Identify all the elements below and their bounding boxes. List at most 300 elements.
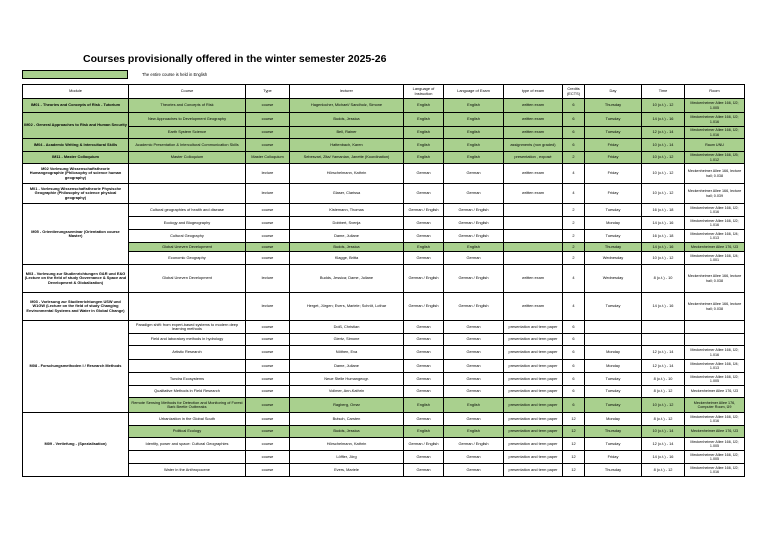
- exam-type-cell: presentation and term paper: [504, 360, 563, 373]
- day-cell: Wednesday: [585, 265, 642, 293]
- time-cell: 8 (c.t.) - 12: [642, 386, 685, 398]
- room-cell: Meckenheimer Allee 166, Ü2; 1.016: [685, 464, 745, 477]
- module-cell: M05 - Orientierungsseminar (Orientation course Master): [23, 204, 129, 265]
- language-instruction-cell: German / English: [404, 204, 444, 217]
- exam-type-cell: [504, 204, 563, 217]
- credits-cell: 6: [563, 346, 585, 360]
- exam-type-cell: written exam: [504, 293, 563, 321]
- language-exam-cell: German: [444, 334, 504, 346]
- exam-type-cell: presentation and term paper: [504, 321, 563, 334]
- room-cell: Meckenheimer Allee 166, lecture hall; 0.038: [685, 164, 745, 184]
- language-exam-cell: German / English: [444, 217, 504, 230]
- time-cell: [642, 321, 685, 334]
- time-cell: 12 (c.t.) - 14: [642, 438, 685, 451]
- language-instruction-cell: German: [404, 451, 444, 464]
- time-cell: 12 (c.t.) - 14: [642, 346, 685, 360]
- language-exam-cell: German: [444, 413, 504, 426]
- lecturer-cell: Butsch, Carsten: [290, 413, 404, 426]
- lecturer-cell: Neue Stelle Humangeogr.: [290, 373, 404, 386]
- time-cell: 12 (c.t.) - 14: [642, 127, 685, 139]
- module-cell: IM01 - Theories and Concepts of Risk - Tutorium: [23, 99, 129, 113]
- type-cell: course: [246, 398, 290, 413]
- table-row: [23, 334, 745, 346]
- day-cell: Monday: [585, 360, 642, 373]
- room-cell: Meckenheimer Allee 166, Ü4; 1.013: [685, 230, 745, 243]
- credits-cell: 6: [563, 99, 585, 113]
- room-cell: Meckenheimer Allee 176, Computer Room, Ü9: [685, 398, 745, 413]
- language-instruction-cell: English: [404, 398, 444, 413]
- time-cell: 8 (c.t.) - 10: [642, 265, 685, 293]
- day-cell: Monday: [585, 413, 642, 426]
- day-cell: Monday: [585, 217, 642, 230]
- lecturer-cell: Hörschelmann, Kathrin: [290, 164, 404, 184]
- credits-cell: 6: [563, 398, 585, 413]
- course-cell: Water in the Anthropocene: [129, 464, 246, 477]
- table-row: [23, 230, 745, 243]
- day-cell: Friday: [585, 184, 642, 204]
- day-cell: Tuesday: [585, 113, 642, 127]
- exam-type-cell: written exam: [504, 127, 563, 139]
- course-cell: Global Uneven Development: [129, 265, 246, 293]
- lecturer-cell: Budds, Jessica: [290, 243, 404, 252]
- header-type: Type: [246, 85, 290, 99]
- room-cell: Meckenheimer Allee 166, Ü2; 1.016: [685, 113, 745, 127]
- course-cell: Cultural Geography: [129, 230, 246, 243]
- table-row: [23, 464, 745, 477]
- course-cell: [129, 184, 246, 204]
- day-cell: Thursday: [585, 426, 642, 438]
- table-row: [23, 293, 745, 321]
- exam-type-cell: presentation and term paper: [504, 438, 563, 451]
- time-cell: 8 (c.t.) - 12: [642, 413, 685, 426]
- credits-cell: 12: [563, 426, 585, 438]
- module-cell: IM02 - General Approaches to Risk and Human Security: [23, 113, 129, 139]
- language-exam-cell: English: [444, 398, 504, 413]
- room-cell: Meckenheimer Allee 166, Ü2; 1.016: [685, 217, 745, 230]
- exam-type-cell: presentation and term paper: [504, 413, 563, 426]
- exam-type-cell: written exam: [504, 99, 563, 113]
- day-cell: Friday: [585, 152, 642, 164]
- lecturer-cell: Hattenbach, Karen: [290, 139, 404, 152]
- credits-cell: 2: [563, 243, 585, 252]
- room-cell: Meckenheimer Allee 166, Ü5; 1.012: [685, 152, 745, 164]
- type-cell: Master Colloquium: [246, 152, 290, 164]
- language-instruction-cell: German / English: [404, 438, 444, 451]
- language-exam-cell: English: [444, 426, 504, 438]
- language-exam-cell: English: [444, 139, 504, 152]
- time-cell: 10 (c.t.) - 12: [642, 398, 685, 413]
- type-cell: course: [246, 334, 290, 346]
- course-cell: Economic Geography: [129, 252, 246, 265]
- credits-cell: 2: [563, 230, 585, 243]
- language-instruction-cell: German: [404, 373, 444, 386]
- course-cell: Master Colloquium: [129, 152, 246, 164]
- credits-cell: 6: [563, 113, 585, 127]
- lecturer-cell: Budds, Jessica: [290, 113, 404, 127]
- time-cell: 10 (c.t.) - 12: [642, 99, 685, 113]
- room-cell: Meckenheimer Allee 166, Ü2; 1.005: [685, 373, 745, 386]
- header-language-instruction: Language of Instruction: [404, 85, 444, 99]
- day-cell: Friday: [585, 164, 642, 184]
- day-cell: Monday: [585, 346, 642, 360]
- credits-cell: 6: [563, 334, 585, 346]
- time-cell: 14 (c.t.) - 16: [642, 217, 685, 230]
- language-instruction-cell: German / English: [404, 265, 444, 293]
- language-exam-cell: German: [444, 321, 504, 334]
- exam-type-cell: written exam: [504, 265, 563, 293]
- credits-cell: 2: [563, 204, 585, 217]
- credits-cell: 4: [563, 265, 585, 293]
- header-module: Module: [23, 85, 129, 99]
- lecturer-cell: Hagenlocher, Michael/ Sandholz, Simone: [290, 99, 404, 113]
- exam-type-cell: written exam: [504, 113, 563, 127]
- language-exam-cell: German / English: [444, 230, 504, 243]
- credits-cell: 4: [563, 293, 585, 321]
- time-cell: 10 (c.t.) - 12: [642, 184, 685, 204]
- time-cell: 16 (c.t.) - 18: [642, 230, 685, 243]
- table-row: [23, 243, 745, 252]
- credits-cell: 4: [563, 184, 585, 204]
- table-row: [23, 386, 745, 398]
- lecturer-cell: Dame, Juliane: [290, 230, 404, 243]
- language-exam-cell: German: [444, 373, 504, 386]
- lecturer-cell: Kistemann, Thomas: [290, 204, 404, 217]
- day-cell: Tuesday: [585, 398, 642, 413]
- language-exam-cell: German / English: [444, 265, 504, 293]
- exam-type-cell: [504, 252, 563, 265]
- course-cell: [129, 293, 246, 321]
- language-instruction-cell: English: [404, 426, 444, 438]
- course-cell: [129, 451, 246, 464]
- header-room: Room: [685, 85, 745, 99]
- exam-type-cell: [504, 217, 563, 230]
- type-cell: lecture: [246, 184, 290, 204]
- exam-type-cell: assignments (non graded): [504, 139, 563, 152]
- lecturer-cell: Ragberg, Omar: [290, 398, 404, 413]
- time-cell: 16 (c.t.) - 18: [642, 204, 685, 217]
- header-day: Day: [585, 85, 642, 99]
- lecturer-cell: Bell, Rainer: [290, 127, 404, 139]
- table-row: [23, 265, 745, 293]
- type-cell: course: [246, 451, 290, 464]
- credits-cell: 6: [563, 139, 585, 152]
- course-cell: Tundra Ecosystems: [129, 373, 246, 386]
- table-row: [23, 99, 745, 113]
- time-cell: 12 (c.t.) - 14: [642, 360, 685, 373]
- language-instruction-cell: English: [404, 99, 444, 113]
- lecturer-cell: Nöthen, Eva: [290, 346, 404, 360]
- type-cell: course: [246, 204, 290, 217]
- course-cell: Paradigm shift: from expert-based systems to modern deep learning methods: [129, 321, 246, 334]
- course-cell: Academic Presentation & Intercultural Communication Skills: [129, 139, 246, 152]
- table-row: [23, 217, 745, 230]
- lecturer-cell: Dame, Juliane: [290, 360, 404, 373]
- language-exam-cell: German: [444, 360, 504, 373]
- type-cell: course: [246, 139, 290, 152]
- type-cell: course: [246, 252, 290, 265]
- table-row: [23, 184, 745, 204]
- language-instruction-cell: German: [404, 360, 444, 373]
- module-cell: M03 - Vorlesung zur Studienrichtungen USW und W1GW (Lecture on the field of study Changing Environmental Systems and Water in Global Change): [23, 293, 129, 321]
- header-course: Course: [129, 85, 246, 99]
- table-row: [23, 127, 745, 139]
- course-cell: Remote Sensing Methods for Detection and Monitoring of Forest Bark Beetle Outbreaks: [129, 398, 246, 413]
- day-cell: Tuesday: [585, 230, 642, 243]
- course-cell: [129, 164, 246, 184]
- room-cell: Meckenheimer Allee 166, Ü2; 1.005: [685, 438, 745, 451]
- room-cell: Meckenheimer Allee 166, Ü2; 1.016: [685, 204, 745, 217]
- language-instruction-cell: German: [404, 386, 444, 398]
- day-cell: Wednesday: [585, 252, 642, 265]
- type-cell: course: [246, 413, 290, 426]
- language-exam-cell: English: [444, 113, 504, 127]
- language-exam-cell: German: [444, 464, 504, 477]
- time-cell: [642, 334, 685, 346]
- lecturer-cell: Hörschelmann, Kathrin: [290, 438, 404, 451]
- type-cell: lecture: [246, 293, 290, 321]
- language-instruction-cell: English: [404, 127, 444, 139]
- type-cell: course: [246, 113, 290, 127]
- exam-type-cell: presentation , exposé: [504, 152, 563, 164]
- exam-type-cell: [504, 230, 563, 243]
- legend-text: The entire course is held in English: [142, 72, 208, 77]
- table-row: [23, 321, 745, 334]
- module-cell: IM11 - Master Colloquium: [23, 152, 129, 164]
- header-time: Time: [642, 85, 685, 99]
- language-exam-cell: German: [444, 252, 504, 265]
- language-instruction-cell: German: [404, 464, 444, 477]
- table-header-row: [23, 85, 745, 99]
- lecturer-cell: Vollmer, Ann-Kathrin: [290, 386, 404, 398]
- language-instruction-cell: German: [404, 346, 444, 360]
- exam-type-cell: written exam: [504, 164, 563, 184]
- language-instruction-cell: German: [404, 217, 444, 230]
- day-cell: Tuesday: [585, 438, 642, 451]
- table-row: [23, 373, 745, 386]
- room-cell: Meckenheimer Allee 166, Ü2; 1.016: [685, 413, 745, 426]
- type-cell: course: [246, 464, 290, 477]
- type-cell: lecture: [246, 265, 290, 293]
- lecturer-cell: Glaser, Clarissa: [290, 184, 404, 204]
- course-cell: Earth System Science: [129, 127, 246, 139]
- exam-type-cell: presentation and term paper: [504, 451, 563, 464]
- language-instruction-cell: German: [404, 334, 444, 346]
- room-cell: Meckenheimer Allee 166, lecture hall; 0.039: [685, 184, 745, 204]
- language-exam-cell: English: [444, 127, 504, 139]
- course-cell: [129, 360, 246, 373]
- table-row: [23, 360, 745, 373]
- room-cell: Raum UNU: [685, 139, 745, 152]
- credits-cell: 6: [563, 127, 585, 139]
- table-row: [23, 252, 745, 265]
- time-cell: 14 (c.t.) - 16: [642, 113, 685, 127]
- room-cell: Meckenheimer Allee 166, Ü2; 1.016: [685, 346, 745, 360]
- day-cell: Tuesday: [585, 386, 642, 398]
- exam-type-cell: presentation and term paper: [504, 398, 563, 413]
- header-credits: Credits (ECTS): [563, 85, 585, 99]
- course-cell: Political Ecology: [129, 426, 246, 438]
- type-cell: course: [246, 426, 290, 438]
- exam-type-cell: presentation and term paper: [504, 386, 563, 398]
- lecturer-cell: Herget, Jürgen; Evers, Mariele; Schröt, Lothar: [290, 293, 404, 321]
- module-cell: IM04 - Academic Writing & Intercultural Skills: [23, 139, 129, 152]
- course-cell: Qualitative Methods in Field Research: [129, 386, 246, 398]
- credits-cell: 2: [563, 217, 585, 230]
- credits-cell: 6: [563, 373, 585, 386]
- language-exam-cell: English: [444, 99, 504, 113]
- time-cell: 8 (c.t.) - 10: [642, 373, 685, 386]
- time-cell: 10 (c.t.) - 12: [642, 152, 685, 164]
- lecturer-cell: Budds, Jessica; Dame, Juliane: [290, 265, 404, 293]
- type-cell: course: [246, 127, 290, 139]
- table-row: [23, 438, 745, 451]
- credits-cell: 12: [563, 464, 585, 477]
- language-exam-cell: German / English: [444, 438, 504, 451]
- exam-type-cell: presentation and term paper: [504, 426, 563, 438]
- time-cell: 8 (c.t.) - 12: [642, 464, 685, 477]
- language-instruction-cell: German: [404, 164, 444, 184]
- day-cell: [585, 321, 642, 334]
- exam-type-cell: presentation and term paper: [504, 373, 563, 386]
- type-cell: course: [246, 217, 290, 230]
- table-row: [23, 398, 745, 413]
- credits-cell: 2: [563, 252, 585, 265]
- language-instruction-cell: German: [404, 252, 444, 265]
- type-cell: course: [246, 386, 290, 398]
- time-cell: 10 (c.t.) - 14: [642, 139, 685, 152]
- language-exam-cell: German: [444, 386, 504, 398]
- day-cell: Friday: [585, 139, 642, 152]
- credits-cell: 12: [563, 438, 585, 451]
- type-cell: course: [246, 346, 290, 360]
- table-row: [23, 451, 745, 464]
- lecturer-cell: Dolß, Christian: [290, 321, 404, 334]
- course-cell: Global Uneven Development: [129, 243, 246, 252]
- course-cell: Artistic Research: [129, 346, 246, 360]
- table-row: [23, 413, 745, 426]
- lecturer-cell: Evers, Mariele: [290, 464, 404, 477]
- day-cell: Tuesday: [585, 204, 642, 217]
- time-cell: 14 (c.t.) - 16: [642, 293, 685, 321]
- time-cell: 10 (c.t.) - 12: [642, 252, 685, 265]
- lecturer-cell: Sebesvari, Zita/ Yamanian, Janette (Koordination): [290, 152, 404, 164]
- room-cell: Meckenheimer Allee 166, lecture hall; 0.038: [685, 293, 745, 321]
- language-instruction-cell: English: [404, 113, 444, 127]
- table-row: [23, 152, 745, 164]
- table-row: [23, 139, 745, 152]
- exam-type-cell: presentation and term paper: [504, 464, 563, 477]
- day-cell: Tuesday: [585, 293, 642, 321]
- language-instruction-cell: English: [404, 243, 444, 252]
- language-exam-cell: English: [444, 243, 504, 252]
- header-language-exam: Language of Exam: [444, 85, 504, 99]
- time-cell: 14 (c.t.) - 16: [642, 451, 685, 464]
- courses-table: [22, 84, 745, 477]
- room-cell: Meckenheimer Allee 176, Ü3: [685, 426, 745, 438]
- table-row: [23, 204, 745, 217]
- credits-cell: 4: [563, 164, 585, 184]
- type-cell: course: [246, 373, 290, 386]
- language-exam-cell: German / English: [444, 293, 504, 321]
- course-cell: Urbanization in the Global South: [129, 413, 246, 426]
- type-cell: course: [246, 230, 290, 243]
- room-cell: Meckenheimer Allee 166, Ü2; 1.005: [685, 99, 745, 113]
- type-cell: lecture: [246, 164, 290, 184]
- exam-type-cell: [504, 243, 563, 252]
- language-instruction-cell: German: [404, 321, 444, 334]
- credits-cell: 6: [563, 321, 585, 334]
- type-cell: course: [246, 438, 290, 451]
- exam-type-cell: written exam: [504, 184, 563, 204]
- course-cell: Cultural geographies of health and disease: [129, 204, 246, 217]
- module-cell: M01 - Vorlesung Wissenschaftstheorie Physische Geographie (Philosophy of science physical geography): [23, 184, 129, 204]
- language-exam-cell: German: [444, 346, 504, 360]
- time-cell: 10 (c.t.) - 14: [642, 426, 685, 438]
- header-exam-type: type of exam: [504, 85, 563, 99]
- course-cell: Identity, power and space: Cultural Geographies: [129, 438, 246, 451]
- table-row: [23, 346, 745, 360]
- day-cell: Thursday: [585, 243, 642, 252]
- day-cell: Tuesday: [585, 373, 642, 386]
- legend-swatch: [22, 70, 128, 79]
- time-cell: 14 (c.t.) - 16: [642, 243, 685, 252]
- course-cell: Ecology and Biogeography: [129, 217, 246, 230]
- day-cell: Tuesday: [585, 127, 642, 139]
- language-instruction-cell: English: [404, 152, 444, 164]
- credits-cell: 6: [563, 360, 585, 373]
- room-cell: Meckenheimer Allee 166, Ü2; 1.016: [685, 127, 745, 139]
- table-row: [23, 113, 745, 127]
- lecturer-cell: Budds, Jessica: [290, 426, 404, 438]
- language-instruction-cell: German: [404, 230, 444, 243]
- course-cell: Field and laboratory methods in hydrology: [129, 334, 246, 346]
- course-cell: New Approaches to Development Geography: [129, 113, 246, 127]
- time-cell: 10 (c.t.) - 12: [642, 164, 685, 184]
- module-cell: M02 Vorlesung Wissenschaftstheorie Humangeographie (Philosophy of science human geography): [23, 164, 129, 184]
- exam-type-cell: presentation and term paper: [504, 346, 563, 360]
- credits-cell: 6: [563, 386, 585, 398]
- table-row: [23, 426, 745, 438]
- table-row: [23, 164, 745, 184]
- room-cell: Meckenheimer Allee 166, lecture hall; 0.038: [685, 265, 745, 293]
- page-title: Courses provisionally offered in the winter semester 2025-26: [83, 53, 387, 65]
- legend: [22, 70, 207, 79]
- room-cell: [685, 321, 745, 334]
- language-exam-cell: German: [444, 184, 504, 204]
- lecturer-cell: Giertz, Simone: [290, 334, 404, 346]
- type-cell: course: [246, 360, 290, 373]
- day-cell: Thursday: [585, 464, 642, 477]
- room-cell: Meckenheimer Allee 176, Ü3: [685, 243, 745, 252]
- language-instruction-cell: German: [404, 413, 444, 426]
- lecturer-cell: Dobbert, Svenja: [290, 217, 404, 230]
- room-cell: Meckenheimer Allee 176, Ü3: [685, 386, 745, 398]
- header-lecturer: lecturer: [290, 85, 404, 99]
- language-instruction-cell: German: [404, 184, 444, 204]
- language-instruction-cell: English: [404, 139, 444, 152]
- module-cell: M03 - Vorlesung zur Studienrichtungen G&R und E&G (Lecture on the field of study Governance & Space and Development & Globalization): [23, 265, 129, 293]
- language-exam-cell: English: [444, 152, 504, 164]
- course-cell: Theories and Concepts of Risk: [129, 99, 246, 113]
- type-cell: course: [246, 321, 290, 334]
- day-cell: [585, 334, 642, 346]
- type-cell: course: [246, 99, 290, 113]
- day-cell: Friday: [585, 451, 642, 464]
- type-cell: course: [246, 243, 290, 252]
- module-cell: M08 - Forschungsmethoden I / Research Methods: [23, 321, 129, 413]
- exam-type-cell: presentation and term paper: [504, 334, 563, 346]
- room-cell: [685, 334, 745, 346]
